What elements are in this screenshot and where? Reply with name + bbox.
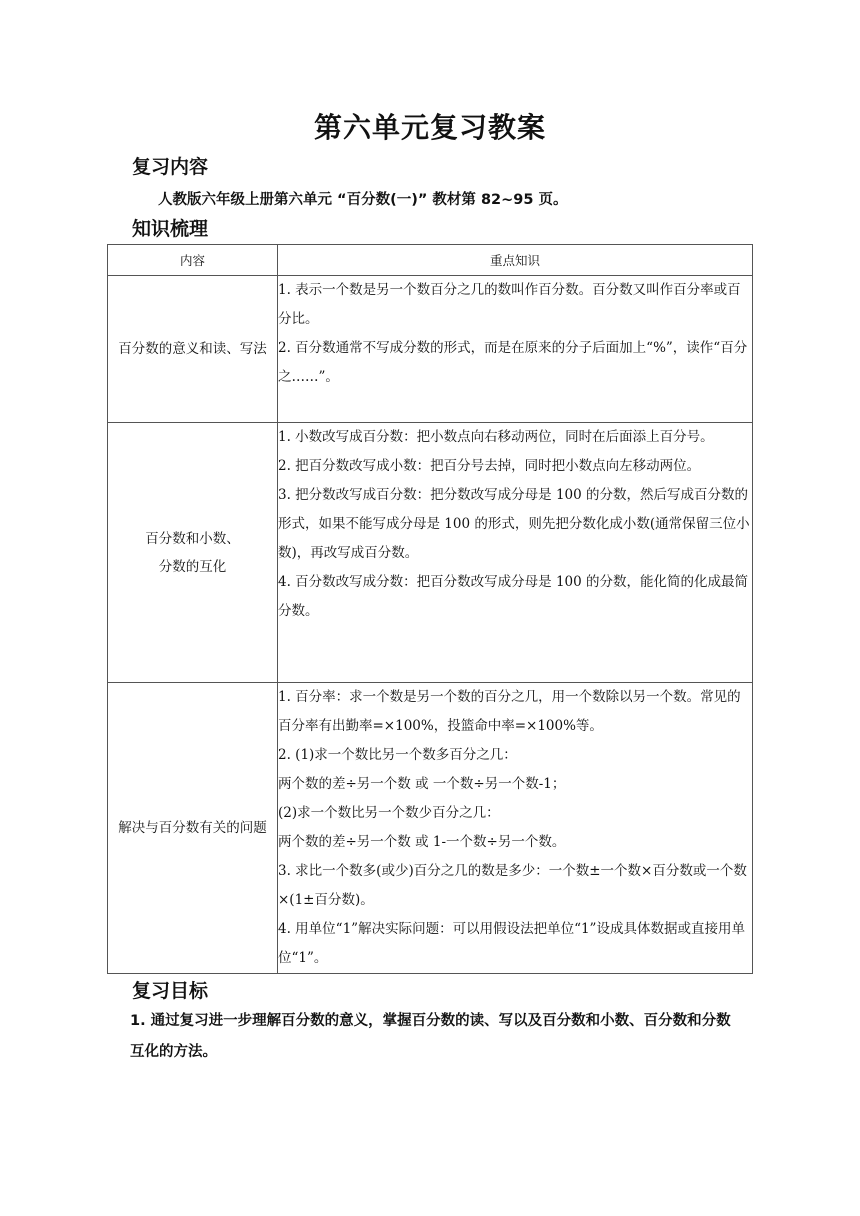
point-text: 1. 小数改写成百分数：把小数点向右移动两位，同时在后面添上百分号。 xyxy=(278,429,714,445)
topic-line: 百分数和小数、 xyxy=(145,530,240,547)
point-text: (2)求一个数比另一个数少百分之几： xyxy=(278,805,500,821)
points-cell xyxy=(278,683,753,974)
topic-line: 百分数的意义和读、写法 xyxy=(118,341,267,357)
column-header-content: 内容 xyxy=(108,245,278,276)
table-row xyxy=(108,683,753,974)
point-text: 2. 百分数通常不写成分数的形式，而是在原来的分子后面加上“%”，读作“百分之……”。 xyxy=(278,340,748,385)
review-content-text: 人教版六年级上册第六单元 “百分数(一)” 教材第 82~95 页。 xyxy=(158,192,568,208)
point-text: 4. 用单位“1”解决实际问题：可以用假设法把单位“1”设成具体数据或直接用单位“1”。 xyxy=(278,921,745,966)
page-title: 第六单元复习教案 xyxy=(313,111,546,144)
point-text: 1. 表示一个数是另一个数百分之几的数叫作百分数。百分数又叫作百分率或百分比。 xyxy=(278,282,741,327)
topic-cell xyxy=(108,276,278,423)
section-heading-goals: 复习目标 xyxy=(132,980,209,1002)
point-text: 3. 求比一个数多(或少)百分之几的数是多少：一个数±一个数×百分数或一个数×(1±百分数)。 xyxy=(278,863,747,908)
column-header-key-points: 重点知识 xyxy=(278,245,753,276)
topic-cell xyxy=(108,683,278,974)
section-heading-knowledge: 知识梳理 xyxy=(132,218,209,240)
point-text: 4. 百分数改写成分数：把百分数改写成分母是 100 的分数，能化简的化成最简分数。 xyxy=(278,574,749,619)
points-cell xyxy=(278,276,753,423)
point-text: 3. 把分数改写成百分数：把分数改写成分母是 100 的分数，然后写成百分数的形式，如果不能写成分母是 100 的形式，则先把分数化成小数(通常保留三位小数)，再改写成百分数。 xyxy=(278,487,750,561)
topic-line: 分数的互化 xyxy=(158,558,227,575)
goal-text: 1. 通过复习进一步理解百分数的意义，掌握百分数的读、写以及百分数和小数、百分数和分数互化的方法。 xyxy=(130,1013,731,1060)
point-text: 两个数的差÷另一个数 或 一个数÷另一个数-1； xyxy=(278,776,566,792)
points-cell xyxy=(278,423,753,683)
point-text: 1. 百分率：求一个数是另一个数的百分之几，用一个数除以另一个数。常见的百分率有出勤率=×100%，投篮命中率=×100%等。 xyxy=(278,689,741,734)
point-text: 2. (1)求一个数比另一个数多百分之几： xyxy=(278,747,517,763)
point-text: 2. 把百分数改写成小数：把百分号去掉，同时把小数点向左移动两位。 xyxy=(278,458,701,474)
section-heading-review-content: 复习内容 xyxy=(132,156,209,178)
point-text: 两个数的差÷另一个数 或 1-一个数÷另一个数。 xyxy=(278,834,566,850)
knowledge-table xyxy=(107,244,753,974)
topic-line: 解决与百分数有关的问题 xyxy=(118,820,267,836)
table-row xyxy=(108,276,753,423)
topic-cell xyxy=(108,423,278,683)
table-row xyxy=(108,423,753,683)
